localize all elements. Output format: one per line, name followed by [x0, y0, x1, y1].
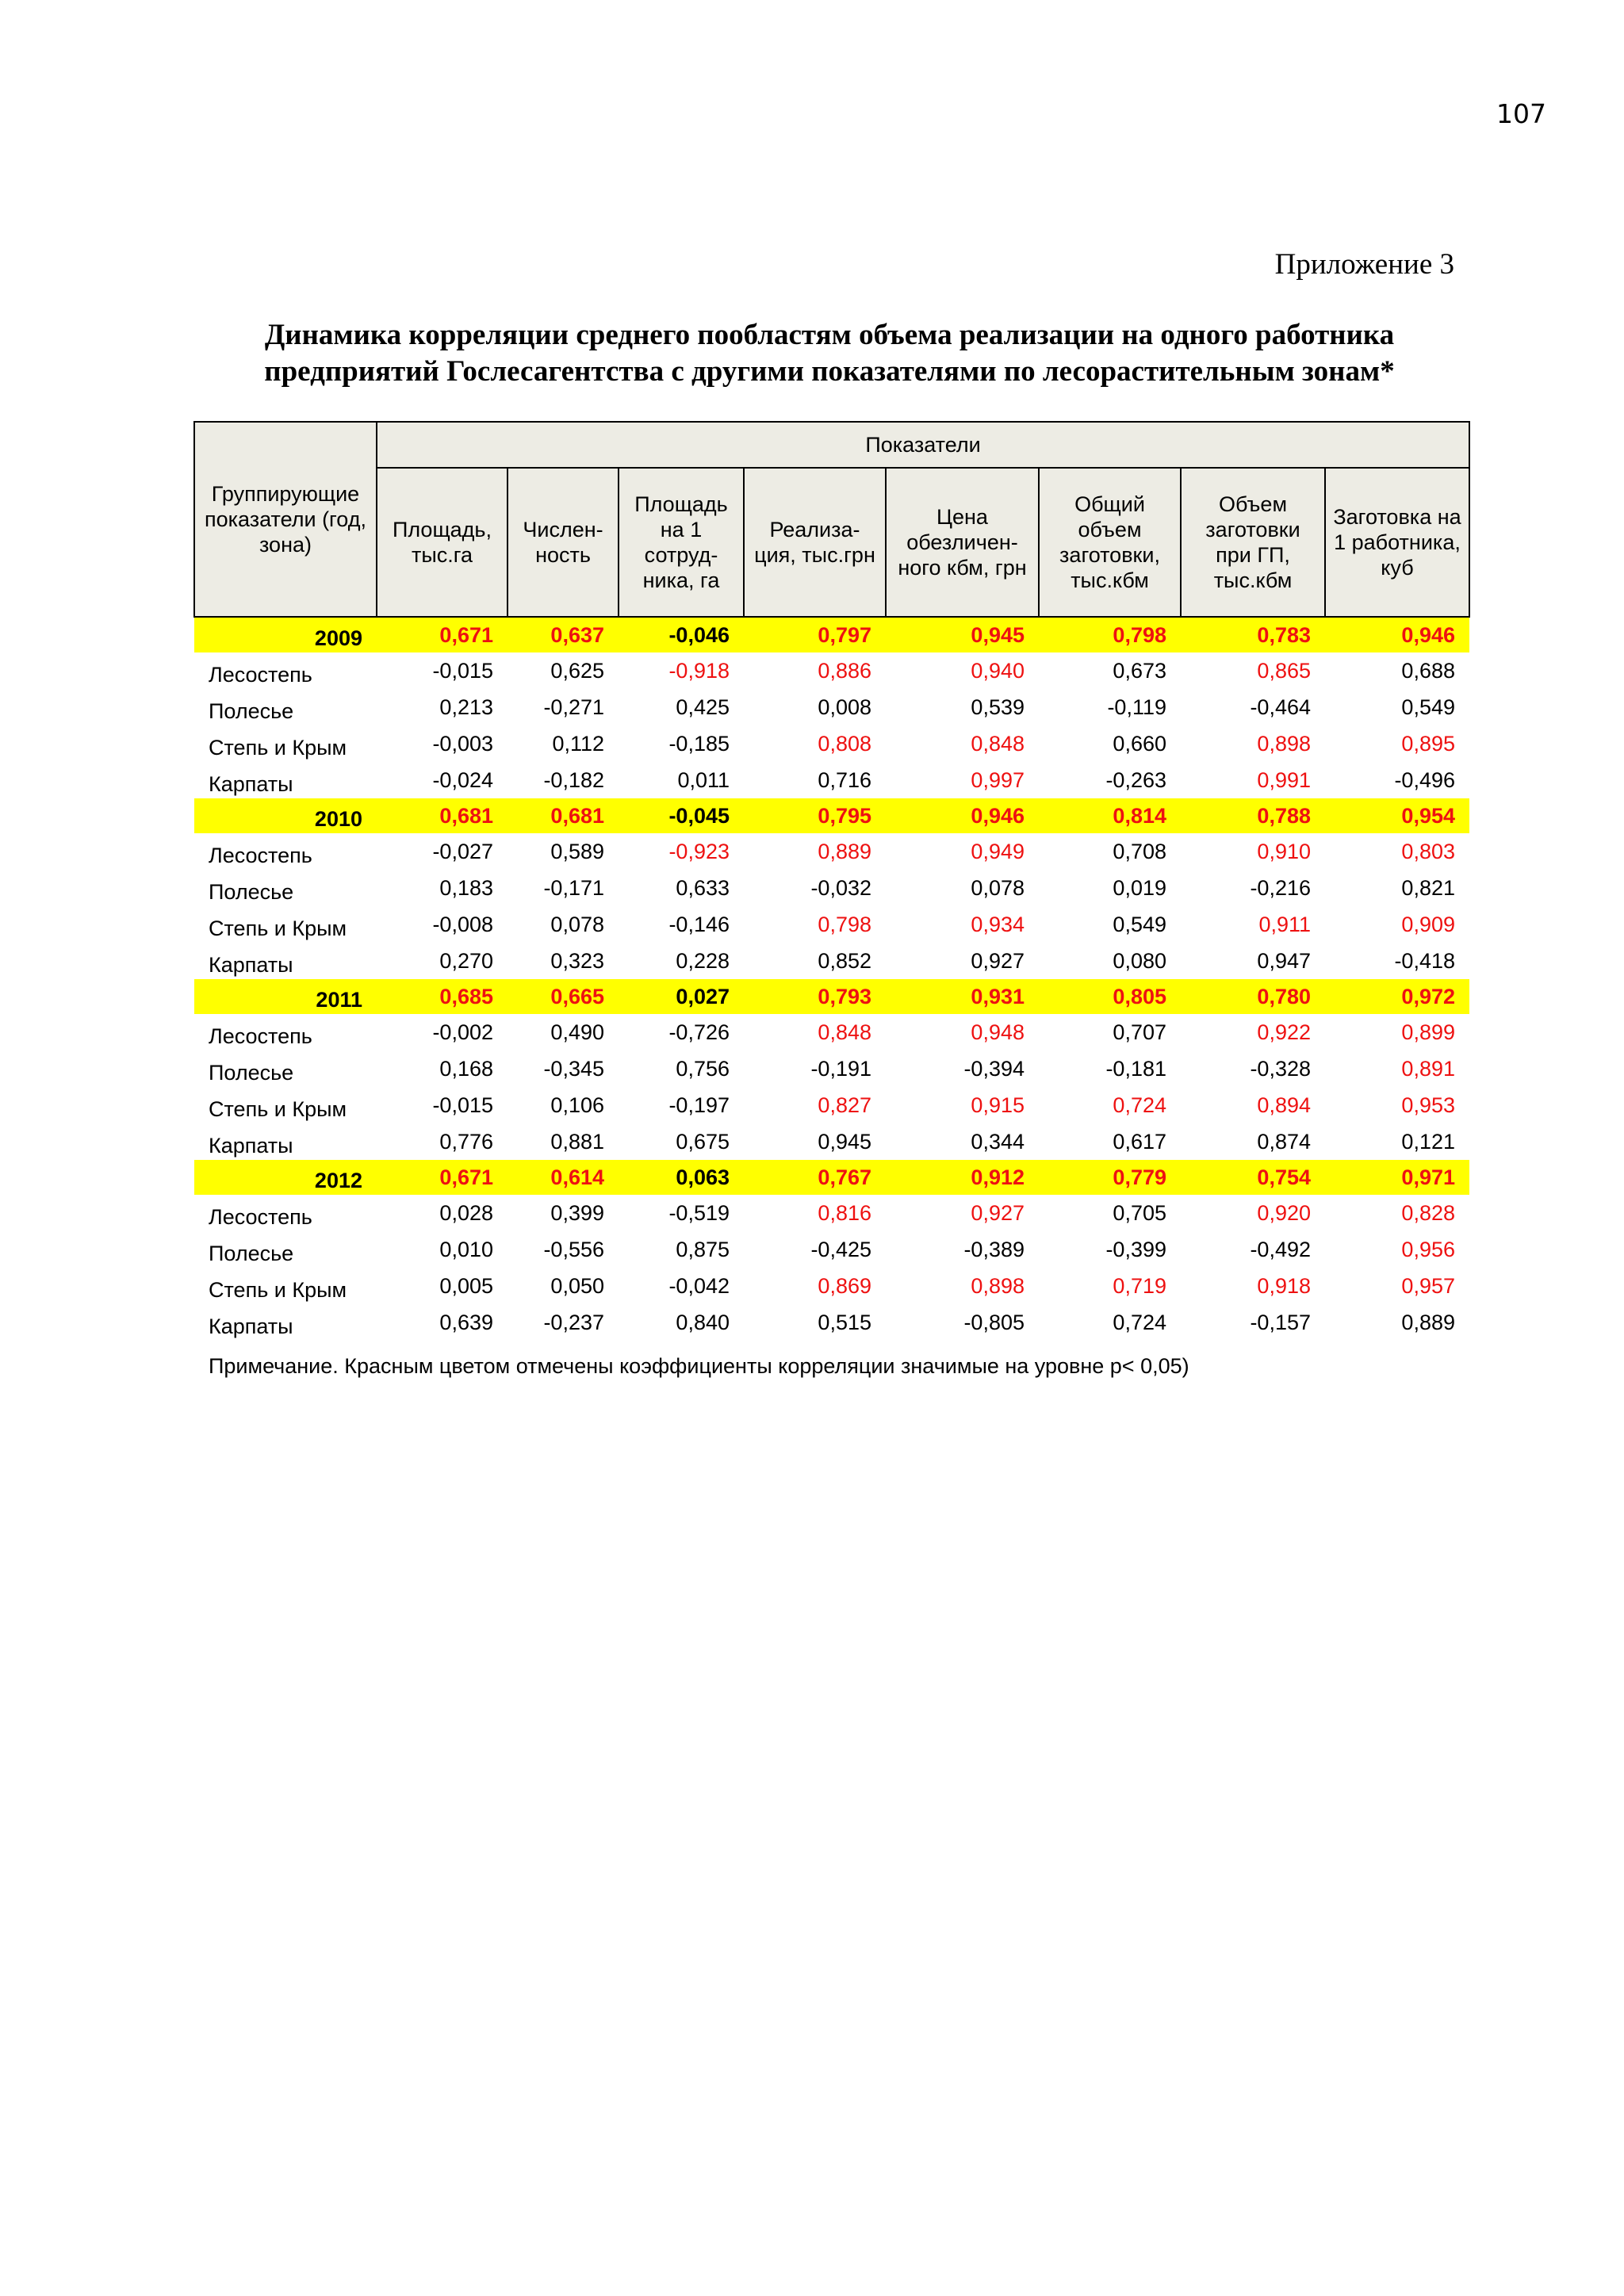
correlation-cell: -0,008	[432, 912, 493, 936]
correlation-cell: -0,197	[668, 1093, 730, 1117]
correlation-cell: 0,910	[1257, 839, 1311, 863]
correlation-cell: 0,688	[1401, 658, 1455, 683]
table-row	[194, 943, 1469, 979]
correlation-cell: 0,756	[676, 1056, 730, 1081]
zone-label: Полесье	[209, 1061, 294, 1085]
correlation-cell: 0,724	[1113, 1310, 1166, 1334]
correlation-cell: -0,024	[432, 767, 493, 792]
correlation-cell: -0,181	[1105, 1056, 1166, 1081]
correlation-cell: 0,019	[1113, 875, 1166, 900]
correlation-cell: 0,780	[1181, 979, 1325, 1014]
correlation-cell: 0,425	[676, 695, 730, 719]
correlation-cell: 0,948	[971, 1020, 1025, 1044]
year-summary-row	[194, 798, 1469, 833]
correlation-cell: -0,237	[543, 1310, 604, 1334]
correlation-cell: 0,803	[1401, 839, 1455, 863]
correlation-cell: 0,886	[818, 658, 871, 683]
correlation-cell: 0,671	[377, 617, 508, 652]
correlation-cell: 0,949	[971, 839, 1025, 863]
correlation-cell: 0,707	[1113, 1020, 1166, 1044]
table-row	[194, 833, 1469, 870]
correlation-cell: 0,808	[818, 731, 871, 756]
table-row	[194, 762, 1469, 798]
correlation-cell: 0,010	[439, 1237, 493, 1261]
correlation-cell: 0,008	[818, 695, 871, 719]
correlation-cell: -0,345	[543, 1056, 604, 1081]
correlation-cell: 0,671	[377, 1160, 508, 1195]
correlation-cell: 0,814	[1039, 798, 1181, 833]
correlation-cell: -0,045	[619, 798, 744, 833]
year-label: 2012	[194, 1160, 377, 1195]
correlation-cell: 0,050	[550, 1273, 604, 1298]
correlation-table-container	[193, 421, 1469, 1341]
year-label: 2011	[194, 979, 377, 1014]
correlation-cell: -0,418	[1394, 948, 1455, 973]
correlation-cell: 0,798	[818, 912, 871, 936]
correlation-cell: 0,681	[508, 798, 619, 833]
column-header: Реализа-ция, тыс.грн	[744, 468, 886, 617]
correlation-cell: 0,539	[971, 695, 1025, 719]
correlation-cell: 0,112	[552, 731, 604, 756]
correlation-cell: 0,911	[1258, 912, 1311, 936]
correlation-cell: -0,027	[432, 839, 493, 863]
correlation-cell: 0,719	[1113, 1273, 1166, 1298]
correlation-cell: 0,685	[377, 979, 508, 1014]
title-line-1: Динамика корреляции среднего пообластям объема реализации на одного работника	[264, 319, 1395, 351]
correlation-cell: 0,918	[1257, 1273, 1311, 1298]
table-row	[194, 1231, 1469, 1268]
table-title	[190, 317, 1469, 390]
correlation-cell: -0,042	[668, 1273, 730, 1298]
zone-label: Карпаты	[209, 953, 293, 977]
correlation-cell: 0,898	[971, 1273, 1025, 1298]
correlation-cell: -0,389	[963, 1237, 1025, 1261]
correlation-cell: 0,549	[1113, 912, 1166, 936]
zone-label: Лесостепь	[209, 1024, 312, 1048]
correlation-cell: 0,716	[818, 767, 871, 792]
zone-label: Карпаты	[209, 1134, 293, 1158]
correlation-cell: 0,865	[1257, 658, 1311, 683]
row-header: Группирующие показатели (год, зона)	[194, 422, 377, 617]
table-row	[194, 1195, 1469, 1231]
footnote: Примечание. Красным цветом отмечены коэффициенты корреляции значимые на уровне р< 0,05)	[209, 1354, 1189, 1378]
correlation-cell: 0,795	[744, 798, 886, 833]
correlation-cell: -0,191	[810, 1056, 871, 1081]
table-row	[194, 1050, 1469, 1087]
correlation-cell: 0,783	[1181, 617, 1325, 652]
correlation-cell: 0,954	[1325, 798, 1469, 833]
year-summary-row	[194, 1160, 1469, 1195]
correlation-cell: 0,852	[818, 948, 871, 973]
correlation-cell: 0,898	[1257, 731, 1311, 756]
correlation-cell: 0,899	[1401, 1020, 1455, 1044]
zone-label: Карпаты	[209, 1314, 293, 1338]
column-header: Площадь, тыс.га	[377, 468, 508, 617]
correlation-cell: -0,923	[668, 839, 730, 863]
correlation-cell: 0,957	[1401, 1273, 1455, 1298]
table-body	[194, 617, 1469, 1341]
correlation-cell: -0,216	[1250, 875, 1311, 900]
correlation-cell: 0,490	[550, 1020, 604, 1044]
correlation-cell: 0,940	[971, 658, 1025, 683]
correlation-cell: 0,927	[971, 1200, 1025, 1225]
correlation-cell: 0,947	[1257, 948, 1311, 973]
correlation-cell: -0,015	[432, 1093, 493, 1117]
correlation-cell: 0,922	[1257, 1020, 1311, 1044]
correlation-cell: -0,519	[668, 1200, 730, 1225]
correlation-cell: 0,614	[508, 1160, 619, 1195]
correlation-cell: 0,946	[886, 798, 1039, 833]
correlation-cell: 0,063	[619, 1160, 744, 1195]
table-row	[194, 1014, 1469, 1050]
correlation-cell: 0,754	[1181, 1160, 1325, 1195]
correlation-cell: 0,931	[886, 979, 1039, 1014]
correlation-cell: 0,724	[1113, 1093, 1166, 1117]
table-row	[194, 906, 1469, 943]
correlation-cell: -0,726	[668, 1020, 730, 1044]
correlation-cell: 0,399	[550, 1200, 604, 1225]
correlation-cell: 0,660	[1113, 731, 1166, 756]
correlation-cell: 0,168	[439, 1056, 493, 1081]
correlation-cell: -0,263	[1105, 767, 1166, 792]
correlation-cell: 0,997	[971, 767, 1025, 792]
zone-label: Степь и Крым	[209, 1097, 347, 1121]
correlation-cell: 0,589	[550, 839, 604, 863]
correlation-cell: 0,681	[377, 798, 508, 833]
correlation-cell: -0,805	[963, 1310, 1025, 1334]
correlation-cell: 0,080	[1113, 948, 1166, 973]
correlation-cell: 0,675	[676, 1129, 730, 1154]
correlation-cell: 0,875	[676, 1237, 730, 1261]
correlation-cell: 0,891	[1401, 1056, 1455, 1081]
correlation-cell: 0,971	[1325, 1160, 1469, 1195]
correlation-cell: 0,840	[676, 1310, 730, 1334]
correlation-cell: 0,946	[1325, 617, 1469, 652]
correlation-cell: 0,848	[971, 731, 1025, 756]
correlation-cell: 0,344	[971, 1129, 1025, 1154]
correlation-cell: 0,106	[550, 1093, 604, 1117]
correlation-cell: -0,002	[432, 1020, 493, 1044]
correlation-cell: 0,228	[676, 948, 730, 973]
correlation-cell: 0,617	[1113, 1129, 1166, 1154]
correlation-cell: -0,464	[1250, 695, 1311, 719]
correlation-cell: -0,556	[543, 1237, 604, 1261]
zone-label: Полесье	[209, 699, 294, 723]
correlation-cell: 0,953	[1401, 1093, 1455, 1117]
correlation-cell: 0,912	[886, 1160, 1039, 1195]
correlation-cell: 0,821	[1401, 875, 1455, 900]
correlation-cell: -0,185	[668, 731, 730, 756]
correlation-cell: 0,915	[971, 1093, 1025, 1117]
correlation-cell: 0,005	[439, 1273, 493, 1298]
correlation-cell: 0,708	[1113, 839, 1166, 863]
correlation-cell: 0,945	[818, 1129, 871, 1154]
correlation-cell: 0,270	[439, 948, 493, 973]
correlation-cell: -0,157	[1250, 1310, 1311, 1334]
correlation-cell: 0,889	[1401, 1310, 1455, 1334]
zone-label: Степь и Крым	[209, 736, 347, 760]
correlation-cell: 0,881	[550, 1129, 604, 1154]
zone-label: Степь и Крым	[209, 1278, 347, 1302]
correlation-cell: 0,665	[508, 979, 619, 1014]
page-number: 107	[1496, 98, 1546, 129]
correlation-cell: 0,637	[508, 617, 619, 652]
correlation-cell: 0,848	[818, 1020, 871, 1044]
correlation-cell: -0,182	[543, 767, 604, 792]
correlation-cell: 0,798	[1039, 617, 1181, 652]
group-header: Показатели	[377, 422, 1469, 468]
correlation-cell: 0,625	[550, 658, 604, 683]
appendix-label: Приложение 3	[1274, 248, 1454, 281]
zone-label: Лесостепь	[209, 663, 312, 687]
correlation-cell: 0,028	[439, 1200, 493, 1225]
table-row	[194, 1268, 1469, 1304]
correlation-cell: -0,003	[432, 731, 493, 756]
year-label: 2009	[194, 617, 377, 652]
correlation-cell: -0,918	[668, 658, 730, 683]
correlation-cell: 0,828	[1401, 1200, 1455, 1225]
correlation-cell: 0,078	[971, 875, 1025, 900]
table-row	[194, 1123, 1469, 1160]
correlation-cell: -0,146	[668, 912, 730, 936]
zone-label: Лесостепь	[209, 844, 312, 867]
year-summary-row	[194, 617, 1469, 652]
correlation-cell: 0,673	[1113, 658, 1166, 683]
correlation-cell: -0,328	[1250, 1056, 1311, 1081]
year-summary-row	[194, 979, 1469, 1014]
correlation-cell: 0,793	[744, 979, 886, 1014]
correlation-cell: 0,183	[439, 875, 493, 900]
zone-label: Карпаты	[209, 772, 293, 796]
zone-label: Полесье	[209, 880, 294, 904]
correlation-cell: 0,991	[1257, 767, 1311, 792]
title-line-2: предприятий Гослесагентства с другими показателями по лесорастительным зонам*	[264, 355, 1395, 388]
correlation-table	[193, 421, 1470, 1341]
table-row	[194, 725, 1469, 762]
zone-label: Полесье	[209, 1242, 294, 1265]
correlation-cell: 0,972	[1325, 979, 1469, 1014]
column-header: Заготовка на 1 работника, куб	[1325, 468, 1469, 617]
correlation-cell: 0,889	[818, 839, 871, 863]
column-header: Объем заготовки при ГП, тыс.кбм	[1181, 468, 1325, 617]
correlation-cell: 0,633	[676, 875, 730, 900]
column-header: Общий объем заготовки, тыс.кбм	[1039, 468, 1181, 617]
year-label: 2010	[194, 798, 377, 833]
zone-label: Степь и Крым	[209, 916, 347, 940]
correlation-cell: -0,032	[810, 875, 871, 900]
correlation-cell: 0,827	[818, 1093, 871, 1117]
correlation-cell: 0,920	[1257, 1200, 1311, 1225]
correlation-cell: 0,869	[818, 1273, 871, 1298]
correlation-cell: -0,171	[543, 875, 604, 900]
correlation-cell: 0,956	[1401, 1237, 1455, 1261]
correlation-cell: 0,549	[1401, 695, 1455, 719]
correlation-cell: -0,394	[963, 1056, 1025, 1081]
correlation-cell: 0,027	[619, 979, 744, 1014]
table-row	[194, 652, 1469, 689]
correlation-cell: 0,776	[439, 1129, 493, 1154]
correlation-cell: 0,894	[1257, 1093, 1311, 1117]
table-row	[194, 1087, 1469, 1123]
correlation-cell: -0,015	[432, 658, 493, 683]
correlation-cell: -0,399	[1105, 1237, 1166, 1261]
column-header: Площадь на 1 сотруд-ника, га	[619, 468, 744, 617]
column-header: Цена обезличен-ного кбм, грн	[886, 468, 1039, 617]
correlation-cell: 0,779	[1039, 1160, 1181, 1195]
correlation-cell: 0,011	[677, 767, 730, 792]
correlation-cell: 0,213	[439, 695, 493, 719]
correlation-cell: -0,496	[1394, 767, 1455, 792]
correlation-cell: 0,705	[1113, 1200, 1166, 1225]
correlation-cell: 0,323	[550, 948, 604, 973]
correlation-cell: 0,797	[744, 617, 886, 652]
correlation-cell: -0,492	[1250, 1237, 1311, 1261]
correlation-cell: 0,909	[1401, 912, 1455, 936]
correlation-cell: -0,046	[619, 617, 744, 652]
table-row	[194, 689, 1469, 725]
table-row	[194, 1304, 1469, 1341]
correlation-cell: 0,121	[1401, 1129, 1455, 1154]
column-header: Числен-ность	[508, 468, 619, 617]
correlation-cell: 0,874	[1257, 1129, 1311, 1154]
correlation-cell: 0,515	[818, 1310, 871, 1334]
correlation-cell: -0,119	[1107, 695, 1166, 719]
correlation-cell: 0,788	[1181, 798, 1325, 833]
correlation-cell: 0,816	[818, 1200, 871, 1225]
table-row	[194, 870, 1469, 906]
correlation-cell: 0,805	[1039, 979, 1181, 1014]
correlation-cell: 0,927	[971, 948, 1025, 973]
correlation-cell: 0,767	[744, 1160, 886, 1195]
zone-label: Лесостепь	[209, 1205, 312, 1229]
correlation-cell: 0,639	[439, 1310, 493, 1334]
correlation-cell: 0,945	[886, 617, 1039, 652]
correlation-cell: 0,895	[1401, 731, 1455, 756]
correlation-cell: 0,078	[550, 912, 604, 936]
correlation-cell: -0,425	[810, 1237, 871, 1261]
correlation-cell: -0,271	[543, 695, 604, 719]
correlation-cell: 0,934	[971, 912, 1025, 936]
